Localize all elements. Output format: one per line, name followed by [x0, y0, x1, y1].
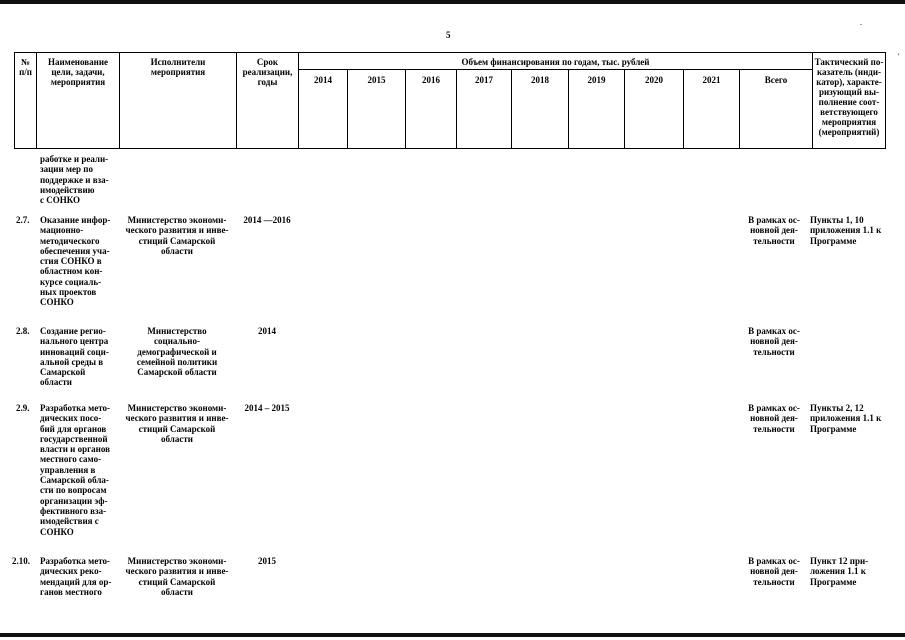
- row-executor: Министерство социально- демографической и семейной политики Самарской области: [136, 326, 218, 378]
- header-year: 2021: [702, 75, 721, 85]
- row-name: Разработка мето- дических посо- бий для органов государственной власти и органов местного само- управления в Самарской обла- сти по вопросам организации эф- фективного вза- имодействия с СОНКО: [40, 403, 111, 537]
- header-year: 2014: [314, 75, 332, 85]
- row-name: Оказание инфор- мационно- методического обеспечения уча- стия СОНКО в областном кон- курсе социаль- ных проектов СОНКО: [40, 215, 111, 308]
- row-name: Создание регио- нального центра инноваций соци- альной среды в Самарской области: [40, 326, 109, 388]
- bottom-border: [0, 633, 905, 637]
- header-year: 2016: [422, 75, 440, 85]
- row-period: 2014 —2016: [243, 215, 291, 225]
- row-name: Разработка мето- дических реко- мендаций для ор- ганов местного: [40, 556, 112, 597]
- row-executor: Министерство экономи- ческого развития и инве- стиций Самарской области: [125, 403, 229, 444]
- row-indicator: Пункты 2, 12 приложения 1.1 к Программе: [810, 403, 882, 434]
- header-year: 2019: [587, 75, 606, 85]
- page-number: 5: [446, 30, 451, 40]
- header-indicator: Тактический по- казатель (инди- катор), характе- ризующий вы- полнение соот- ветствующего мероприятия (мероприятий): [814, 57, 884, 137]
- header-total: Всего: [764, 75, 788, 85]
- row-period: 2015: [258, 556, 276, 566]
- header-year: 2017: [475, 75, 493, 85]
- header-period: Срок реализации, годы: [242, 57, 293, 87]
- header-year: 2015: [367, 75, 386, 85]
- header-year: 2018: [531, 75, 549, 85]
- header-name: Наименование цели, задачи, мероприятия: [48, 57, 108, 87]
- row-num: 2.7.: [16, 215, 30, 225]
- header-executors: Исполнители мероприятия: [150, 57, 206, 77]
- row-num: 2.10.: [12, 556, 30, 566]
- row-period: 2014 – 2015: [244, 403, 290, 413]
- top-border: [0, 0, 905, 4]
- row-indicator: Пункт 12 при- ложения 1.1 к Программе: [810, 556, 869, 587]
- row-total: В рамках ос- новной дея- тельности: [748, 403, 800, 434]
- mark-dot: .: [860, 18, 862, 27]
- continuation-text: работке и реали- зации мер по поддержке и вза- имодействию с СОНКО: [40, 154, 109, 206]
- row-num: 2.9.: [16, 403, 30, 413]
- row-indicator: Пункты 1, 10 приложения 1.1 к Программе: [810, 215, 882, 246]
- header-funding: Объем финансирования по годам, тыс. рублей: [461, 57, 650, 67]
- table-header: [14, 52, 886, 149]
- row-executor: Министерство экономи- ческого развития и инве- стиций Самарской области: [125, 556, 229, 597]
- row-period: 2014: [258, 326, 276, 336]
- header-num: № п/п: [19, 57, 32, 77]
- row-executor: Министерство экономи- ческого развития и инве- стиций Самарской области: [125, 215, 229, 256]
- row-num: 2.8.: [16, 326, 30, 336]
- header-year: 2020: [645, 75, 663, 85]
- row-total: В рамках ос- новной дея- тельности: [748, 326, 800, 357]
- row-total: В рамках ос- новной дея- тельности: [748, 556, 800, 587]
- mark-tick: ': [898, 52, 900, 61]
- row-total: В рамках ос- новной дея- тельности: [748, 215, 800, 246]
